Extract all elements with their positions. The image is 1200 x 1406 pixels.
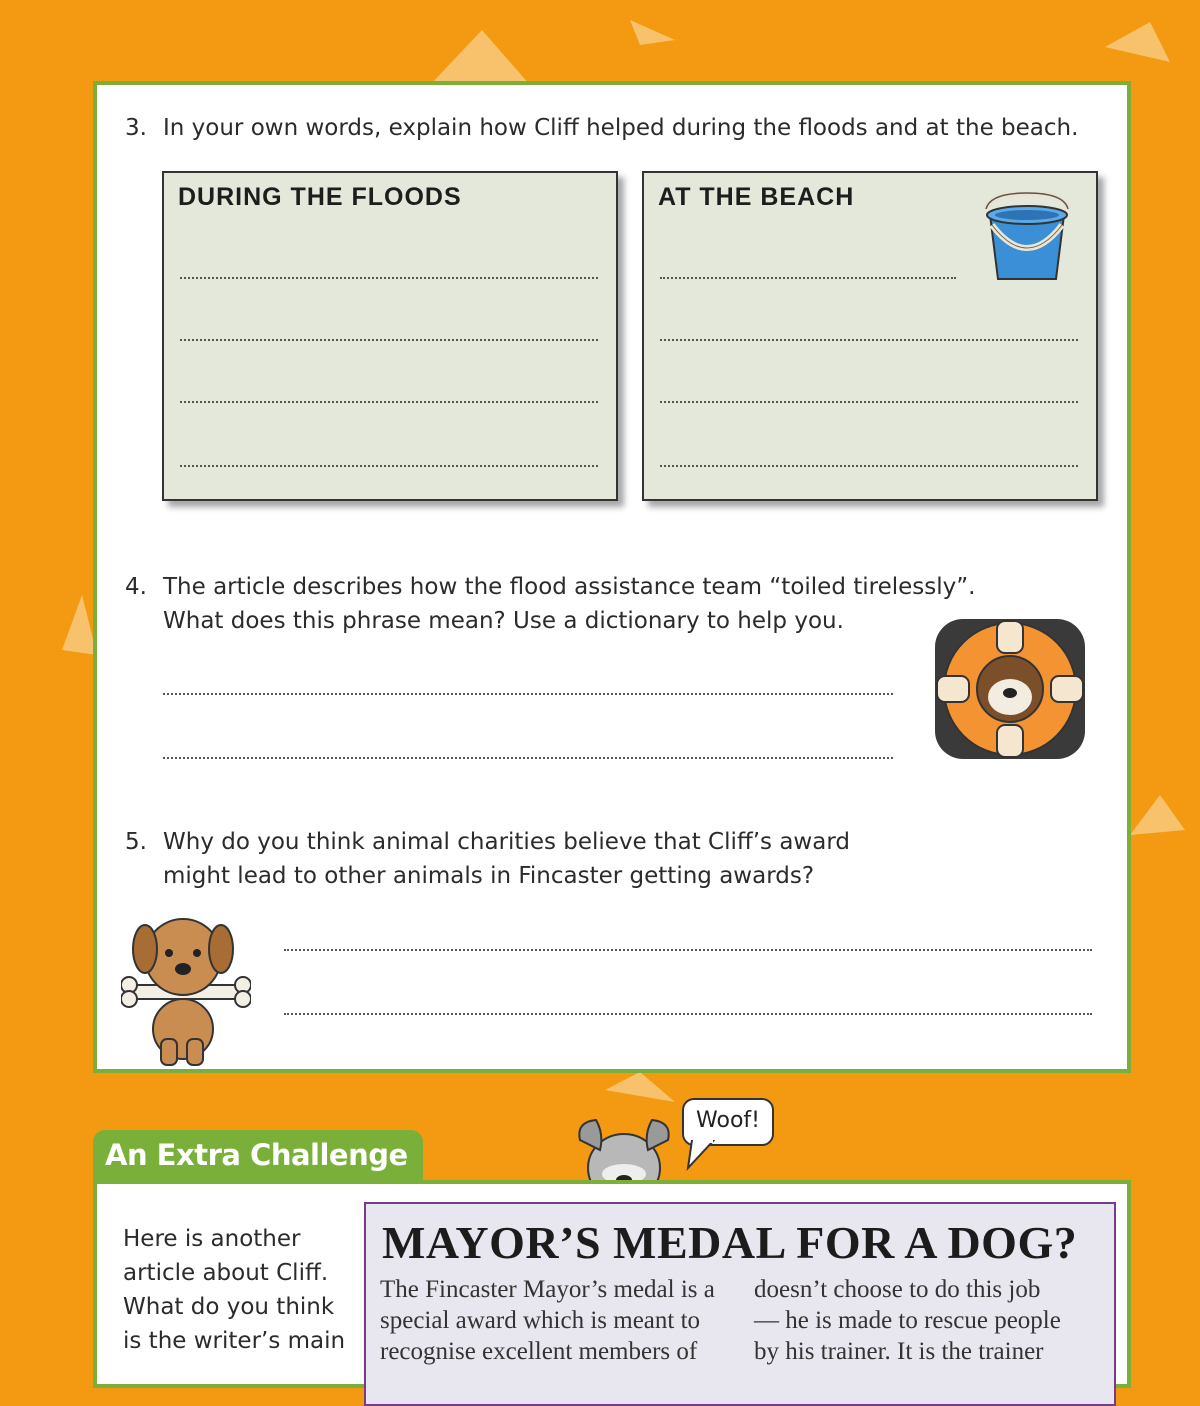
answer-line[interactable] (180, 277, 598, 279)
intro-line: Here is another (123, 1226, 301, 1252)
answer-line[interactable] (163, 693, 893, 695)
worksheet-panel (93, 81, 1131, 1073)
answer-line[interactable] (180, 339, 598, 341)
question-number: 5. (125, 829, 147, 855)
answer-line[interactable] (284, 1013, 1092, 1015)
speech-bubble (682, 1098, 774, 1146)
tab-label: An Extra Challenge (105, 1138, 408, 1172)
news-line: The Fincaster Mayor’s medal is a (380, 1276, 715, 1303)
extra-challenge-tab (93, 1130, 423, 1182)
intro-line: is the writer’s main (123, 1328, 346, 1354)
question-text-line: What does this phrase mean? Use a dictionary to help you. (163, 608, 844, 634)
answer-line[interactable] (660, 277, 956, 279)
decorative-triangle (630, 20, 675, 45)
answer-line[interactable] (163, 757, 893, 759)
speech-text: Woof! (696, 1108, 760, 1133)
intro-line: article about Cliff. (123, 1260, 329, 1286)
decorative-triangle (430, 30, 530, 85)
box-title: DURING THE FLOODS (178, 183, 462, 211)
question-text-line: The article describes how the flood assistance team “toiled tirelessly”. (163, 574, 976, 600)
answer-line[interactable] (660, 339, 1078, 341)
news-line: — he is made to rescue people (754, 1307, 1061, 1334)
decorative-triangle (605, 1072, 675, 1102)
at-beach-box (642, 171, 1098, 501)
news-line: doesn’t choose to do this job (754, 1276, 1041, 1303)
peeking-dog-icon (574, 1116, 674, 1182)
answer-line[interactable] (180, 401, 598, 403)
decorative-triangle (1130, 795, 1185, 835)
dog-bone-icon (121, 909, 251, 1069)
bucket-icon (976, 191, 1078, 285)
news-column-2 (754, 1274, 1104, 1367)
extra-challenge-panel (93, 1180, 1131, 1388)
news-headline: MAYOR’S MEDAL FOR A DOG? (382, 1217, 1078, 1268)
dog-lifebuoy-icon (931, 615, 1091, 765)
question-text-line: Why do you think animal charities believe that Cliff’s award (163, 829, 850, 855)
challenge-intro (123, 1222, 353, 1358)
news-article (364, 1202, 1116, 1406)
news-line: by his trainer. It is the trainer (754, 1338, 1044, 1365)
decorative-triangle (62, 595, 97, 655)
news-line: recognise excellent members of (380, 1338, 698, 1365)
intro-line: What do you think (123, 1294, 335, 1320)
answer-line[interactable] (284, 949, 1092, 951)
answer-line[interactable] (660, 465, 1078, 467)
news-column-1 (380, 1274, 730, 1367)
during-floods-box (162, 171, 618, 501)
speech-bubble-tail (686, 1140, 720, 1172)
decorative-triangle (1105, 22, 1170, 62)
question-text: In your own words, explain how Cliff helped during the floods and at the beach. (163, 115, 1079, 141)
question-number: 4. (125, 574, 147, 600)
question-number: 3. (125, 115, 147, 141)
question-text-line: might lead to other animals in Fincaster getting awards? (163, 863, 815, 889)
answer-line[interactable] (180, 465, 598, 467)
news-line: special award which is meant to (380, 1307, 701, 1334)
answer-line[interactable] (660, 401, 1078, 403)
box-title: AT THE BEACH (658, 183, 855, 211)
